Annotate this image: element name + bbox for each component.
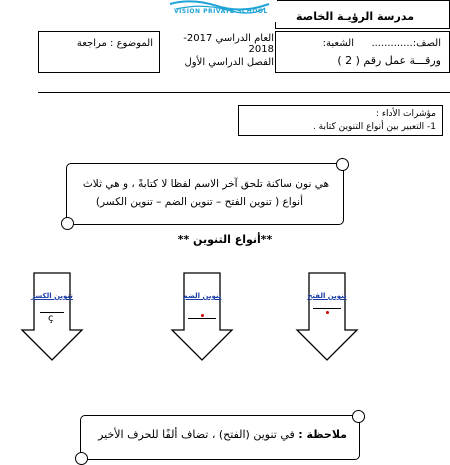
down-arrow-shape (170, 272, 234, 362)
logo-english-text: VISION PRIVATE SCHOOL (174, 8, 268, 15)
definition-line-2: أنواع ( تنوين الفتح – تنوين الضم – تنوين الكسر) (95, 196, 303, 208)
type-label-damm: تنوين الضم (182, 292, 222, 300)
school-logo (162, 0, 277, 22)
indicators-box (238, 105, 443, 136)
school-name: مدرسة الرؤيـة الخاصة (295, 10, 414, 23)
school-name-box (275, 0, 450, 29)
indicator-item: 1- التعبير بين أنواع التنوين كتابة . (312, 122, 436, 132)
damm-mark (201, 314, 204, 317)
section-label: الشعبة: (322, 38, 354, 49)
worksheet-number: ورقـــة عمل رقم ( 2 ) (337, 54, 441, 67)
type-label-fath: تنوين الفتح (307, 292, 347, 300)
year-block (162, 33, 274, 68)
note-scroll (80, 415, 360, 460)
definition-line-1: هي نون ساكنة تلحق آخر الاسم لفظا لا كتابةً ، و هي ثلاث (82, 178, 329, 190)
subject-label: الموضوع : مراجعة (76, 38, 153, 49)
type-kasr-callout (20, 272, 84, 362)
fath-mark (326, 311, 329, 314)
write-line (313, 308, 341, 309)
note-text: في تنوين (الفتح) ، تضاف ألفًا للحرف الأخير (98, 428, 295, 441)
types-heading: **أنواع التنوين ** (177, 233, 273, 246)
note-label: ملاحظة : (298, 428, 347, 441)
down-arrow-shape (295, 272, 359, 362)
indicators-title: مؤشرات الأداء : (375, 109, 436, 119)
class-label: الصف:............. (371, 38, 441, 49)
type-damm-callout (170, 272, 234, 362)
subject-box (38, 31, 160, 73)
academic-year: العام الدراسي 2017-2018 (183, 33, 274, 55)
divider-line (38, 92, 450, 93)
write-line (188, 318, 216, 319)
note-line (98, 428, 347, 441)
term-label: الفصل الدراسي الأول (184, 57, 274, 68)
definition-scroll (66, 163, 344, 225)
kasr-mark: ç (48, 313, 54, 324)
type-label-kasr: تنوين الكسر (31, 292, 73, 300)
type-fath-callout (295, 272, 359, 362)
class-info-box (275, 31, 450, 73)
